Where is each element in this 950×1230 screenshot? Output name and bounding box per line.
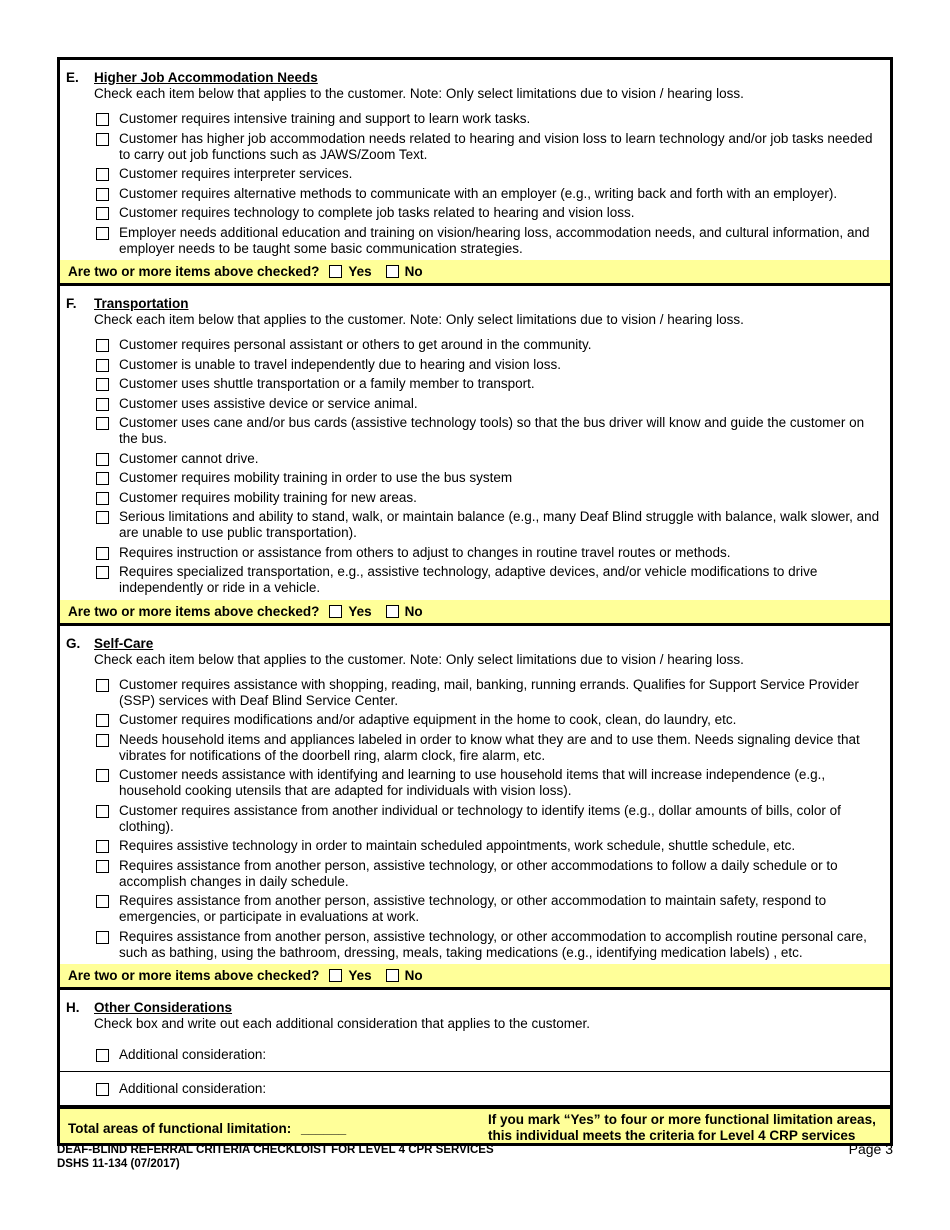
checklist-item-text: Customer requires intensive training and support to learn work tasks. <box>119 111 531 126</box>
checklist-item-text: Customer requires mobility training in order to use the bus system <box>119 470 513 485</box>
section-note: Check each item below that applies to the customer. Note: Only select limitations due to vision / hearing loss. <box>94 651 744 667</box>
additional-consideration-label: Additional consideration: <box>119 1081 267 1096</box>
section-note: Check box and write out each additional consideration that applies to the customer. <box>94 1016 591 1031</box>
section-letter: H. <box>66 1000 80 1015</box>
section-note: Check each item below that applies to the customer. Note: Only select limitations due to vision / hearing loss. <box>94 312 744 327</box>
section-h <box>57 990 893 1106</box>
checkbox[interactable] <box>96 133 109 146</box>
additional-consideration-label: Additional consideration: <box>119 1047 267 1062</box>
question-text: Are two or more items above checked? <box>68 603 320 619</box>
section-title: Higher Job Accommodation Needs <box>94 70 318 85</box>
total-label: Total areas of functional limitation: <box>68 1121 292 1136</box>
section-letter: G. <box>66 635 81 651</box>
criteria-note: If you mark “Yes” to four or more functional limitation areas, this individual meets the criteria for Level 4 CRP services <box>488 1112 876 1143</box>
checklist-item-text: Customer needs assistance with identifying and learning to use household items that will increase independence (e.g., household cooking utensils that are adapted for individuals with vision loss). <box>119 767 826 798</box>
checkbox[interactable] <box>96 188 109 201</box>
yes-checkbox[interactable] <box>329 969 342 982</box>
no-checkbox[interactable] <box>386 265 399 278</box>
checklist-item-text: Requires assistance from another person, assistive technology, or other accommodations to follow a daily schedule or to accomplish changes in daily schedule. <box>119 857 838 889</box>
checklist-item <box>96 470 880 486</box>
section-letter: F. <box>66 296 77 311</box>
checkbox[interactable] <box>96 378 109 391</box>
page-number: Page 3 <box>848 1141 893 1157</box>
checklist-item <box>96 186 880 202</box>
yes-checkbox[interactable] <box>329 605 342 618</box>
checklist-item-text: Customer uses assistive device or service animal. <box>119 395 418 411</box>
checklist-item <box>96 677 880 709</box>
section-f <box>57 283 893 623</box>
checkbox[interactable] <box>96 492 109 505</box>
section-e <box>57 57 893 283</box>
checklist-item-text: Requires instruction or assistance from others to adjust to changes in routine travel routes or methods. <box>119 544 731 560</box>
checklist-item <box>96 111 880 127</box>
checklist-item-text: Customer requires technology to complete job tasks related to hearing and vision loss. <box>119 205 635 220</box>
checkbox[interactable] <box>96 227 109 240</box>
checkbox[interactable] <box>96 734 109 747</box>
checklist-item-text: Requires specialized transportation, e.g., assistive technology, adaptive devices, and/or vehicle modifications to drive independently or ride in a vehicle. <box>119 564 818 595</box>
checklist-item <box>96 166 880 182</box>
checkbox[interactable] <box>96 339 109 352</box>
checkbox[interactable] <box>96 566 109 579</box>
footer <box>57 1143 893 1171</box>
checklist-item <box>96 803 880 835</box>
checklist-item-text: Needs household items and appliances labeled in order to know what they are and to use them. Needs signaling device that vibrates for notifications of the doorbell ring, alarm clock, fire alarm, etc. <box>119 731 860 763</box>
yes-label: Yes <box>348 603 372 619</box>
form-page <box>57 57 893 1146</box>
checkbox[interactable] <box>96 840 109 853</box>
additional-consideration-row <box>60 1071 890 1105</box>
section-note: Check each item below that applies to the customer. Note: Only select limitations due to vision / hearing loss. <box>94 86 744 101</box>
checklist-item-text: Customer is unable to travel independently due to hearing and vision loss. <box>119 356 562 372</box>
checklist-item-text: Serious limitations and ability to stand, walk, or maintain balance (e.g., many Deaf Blind struggle with balance, walk slower, and are unable to use public transportation). <box>119 509 880 540</box>
checklist-item <box>96 131 880 163</box>
checklist-item-text: Customer requires assistance from another individual or technology to identify items (e.g., dollar amounts of bills, color of clothing). <box>119 802 841 834</box>
yes-label: Yes <box>348 968 372 983</box>
checkbox[interactable] <box>96 453 109 466</box>
checkbox[interactable] <box>96 472 109 485</box>
checklist-item-text: Employer needs additional education and training on vision/hearing loss, accommodation needs, and cultural information, and employer needs to be taught some basic communication strategies. <box>119 224 870 256</box>
checklist <box>60 677 890 961</box>
checkbox[interactable] <box>96 679 109 692</box>
no-label: No <box>404 968 423 983</box>
checklist-item <box>96 712 880 728</box>
checkbox[interactable] <box>96 417 109 430</box>
checklist-item-text: Customer uses cane and/or bus cards (assistive technology tools) so that the bus driver will know and guide the customer on the bus. <box>119 415 865 446</box>
checklist-item <box>96 205 880 221</box>
additional-consideration-row <box>60 1038 890 1071</box>
checkbox[interactable] <box>96 1083 109 1096</box>
checklist <box>60 111 890 257</box>
checklist-item <box>96 564 880 596</box>
checklist <box>60 337 890 596</box>
checkbox[interactable] <box>96 168 109 181</box>
checkbox[interactable] <box>96 1049 109 1062</box>
checkbox[interactable] <box>96 511 109 524</box>
checklist-item-text: Customer requires mobility training for new areas. <box>119 489 417 505</box>
checklist-item-text: Requires assistance from another person, assistive technology, or other accommodation to maintain safety, respond to emergencies, or participate in evaluations at work. <box>119 893 827 924</box>
yes-label: Yes <box>348 264 372 279</box>
checklist-item <box>96 357 880 373</box>
checkbox[interactable] <box>96 113 109 126</box>
checkbox[interactable] <box>96 769 109 782</box>
checklist-item <box>96 929 880 961</box>
checkbox[interactable] <box>96 931 109 944</box>
checklist-item-text: Customer uses shuttle transportation or a family member to transport. <box>119 376 535 391</box>
two-or-more-question <box>60 600 890 623</box>
checklist-item <box>96 415 880 447</box>
checklist-item-text: Requires assistance from another person, assistive technology, or other accommodation to accomplish routine personal care, such as bathing, using the bathroom, dressing, meals, taking medications (e.g., identifying medication labels) , etc. <box>119 928 867 960</box>
checklist-item <box>96 490 880 506</box>
two-or-more-question <box>60 260 890 283</box>
checklist-item <box>96 545 880 561</box>
checkbox[interactable] <box>96 714 109 727</box>
checklist-item <box>96 376 880 392</box>
checkbox[interactable] <box>96 895 109 908</box>
question-text: Are two or more items above checked? <box>68 968 320 983</box>
checklist-item <box>96 451 880 467</box>
no-checkbox[interactable] <box>386 605 399 618</box>
section-title: Other Considerations <box>94 1000 233 1015</box>
checklist-item-text: Customer requires modifications and/or adaptive equipment in the home to cook, clean, do laundry, etc. <box>119 712 737 727</box>
no-checkbox[interactable] <box>386 969 399 982</box>
checkbox[interactable] <box>96 860 109 873</box>
checklist-item <box>96 893 880 925</box>
section-title: Transportation <box>94 296 189 311</box>
checklist-item <box>96 225 880 257</box>
checkbox[interactable] <box>96 805 109 818</box>
total-bar <box>57 1106 893 1146</box>
checklist-item-text: Customer cannot drive. <box>119 450 259 466</box>
checkbox[interactable] <box>96 398 109 411</box>
checklist-item <box>96 767 880 799</box>
checkbox[interactable] <box>96 359 109 372</box>
checklist-item-text: Customer requires alternative methods to communicate with an employer (e.g., writing back and forth with an employer). <box>119 185 838 201</box>
total-blank[interactable]: ______ <box>301 1121 347 1136</box>
checkbox[interactable] <box>96 207 109 220</box>
checklist-item <box>96 732 880 764</box>
checklist-item <box>96 337 880 353</box>
form-title: DEAF-BLIND REFERRAL CRITERIA CHECKLOIST FOR LEVEL 4 CPR SERVICES <box>57 1144 494 1156</box>
yes-checkbox[interactable] <box>329 265 342 278</box>
checklist-item-text: Requires assistive technology in order to maintain scheduled appointments, work schedule, shuttle schedule, etc. <box>119 838 796 853</box>
no-label: No <box>404 264 423 279</box>
question-text: Are two or more items above checked? <box>68 264 320 279</box>
form-id: DSHS 11-134 (07/2017) <box>57 1158 180 1170</box>
checklist-item <box>96 838 880 854</box>
checklist-item-text: Customer requires assistance with shopping, reading, mail, banking, running errands. Qualifies for Support Service Provider (SSP) services with Deaf Blind Service Center. <box>119 676 859 708</box>
checklist-item <box>96 509 880 541</box>
two-or-more-question <box>60 964 890 987</box>
checklist-item <box>96 858 880 890</box>
section-g <box>57 623 893 991</box>
section-letter: E. <box>66 70 79 85</box>
no-label: No <box>404 603 423 619</box>
checklist-item-text: Customer requires personal assistant or others to get around in the community. <box>119 337 592 352</box>
checklist-item-text: Customer has higher job accommodation needs related to hearing and vision loss to learn technology and/or job tasks needed to carry out job functions such as JAWS/Zoom Text. <box>119 130 873 162</box>
checklist-item-text: Customer requires interpreter services. <box>119 166 353 181</box>
checkbox[interactable] <box>96 547 109 560</box>
section-title: Self-Care <box>94 635 154 651</box>
checklist-item <box>96 396 880 412</box>
